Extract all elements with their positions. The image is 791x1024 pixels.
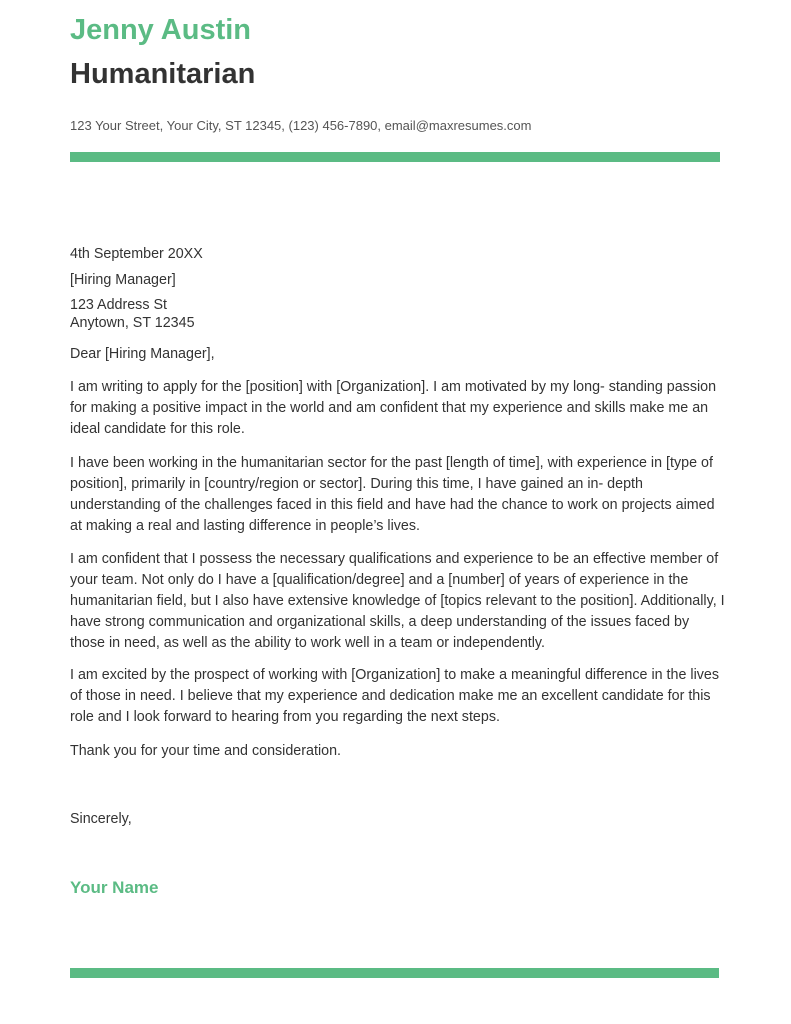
body-paragraph: I am confident that I possess the necessary qualifications and experience to be an effective member of your team. Not only do I have a [qualification/degree] and a [number] of years of experience in the humanitarian field, but I also have extensive knowledge of [topics relevant to the position]. Additionally, I have strong communication and organizational skills, a deep understanding of the issues faced by those in need, as well as the ability to work well in a team or independently. — [70, 551, 725, 651]
top-divider — [70, 152, 720, 162]
applicant-name: Jenny Austin — [70, 14, 252, 46]
salutation: Dear [Hiring Manager], — [70, 346, 215, 362]
closing: Sincerely, — [70, 811, 132, 827]
address-line-1: 123 Address St — [70, 297, 167, 313]
body-paragraph: I have been working in the humanitarian sector for the past [length of time], with experience in [type of position], primarily in [country/region or sector]. During this time, I have gained an in- depth understanding of the challenges faced in this field and have had the chance to work on projects aimed at making a real and lasting difference in people’s lives. — [70, 455, 715, 534]
recipient-address — [70, 296, 725, 332]
job-title: Humanitarian — [70, 58, 256, 90]
recipient-name: [Hiring Manager] — [70, 272, 176, 288]
body-paragraph: I am writing to apply for the [position] with [Organization]. I am motivated by my long- standing passion for making a positive impact in the world and am confident that my experience and skills make me an ideal candidate for this role. — [70, 379, 717, 437]
body-paragraph: I am excited by the prospect of working with [Organization] to make a meaningful difference in the lives of those in need. I believe that my experience and dedication make me an excellent candidate for this role and I look forward to hearing from you regarding the next steps. — [70, 667, 719, 725]
contact-info: 123 Your Street, Your City, ST 12345, (123) 456-7890, email@maxresumes.com — [70, 118, 532, 133]
address-line-2: Anytown, ST 12345 — [70, 315, 195, 331]
signature-name: Your Name — [70, 878, 159, 897]
thanks-line: Thank you for your time and consideration. — [70, 743, 341, 759]
bottom-divider — [70, 968, 719, 978]
letter-date: 4th September 20XX — [70, 246, 203, 262]
